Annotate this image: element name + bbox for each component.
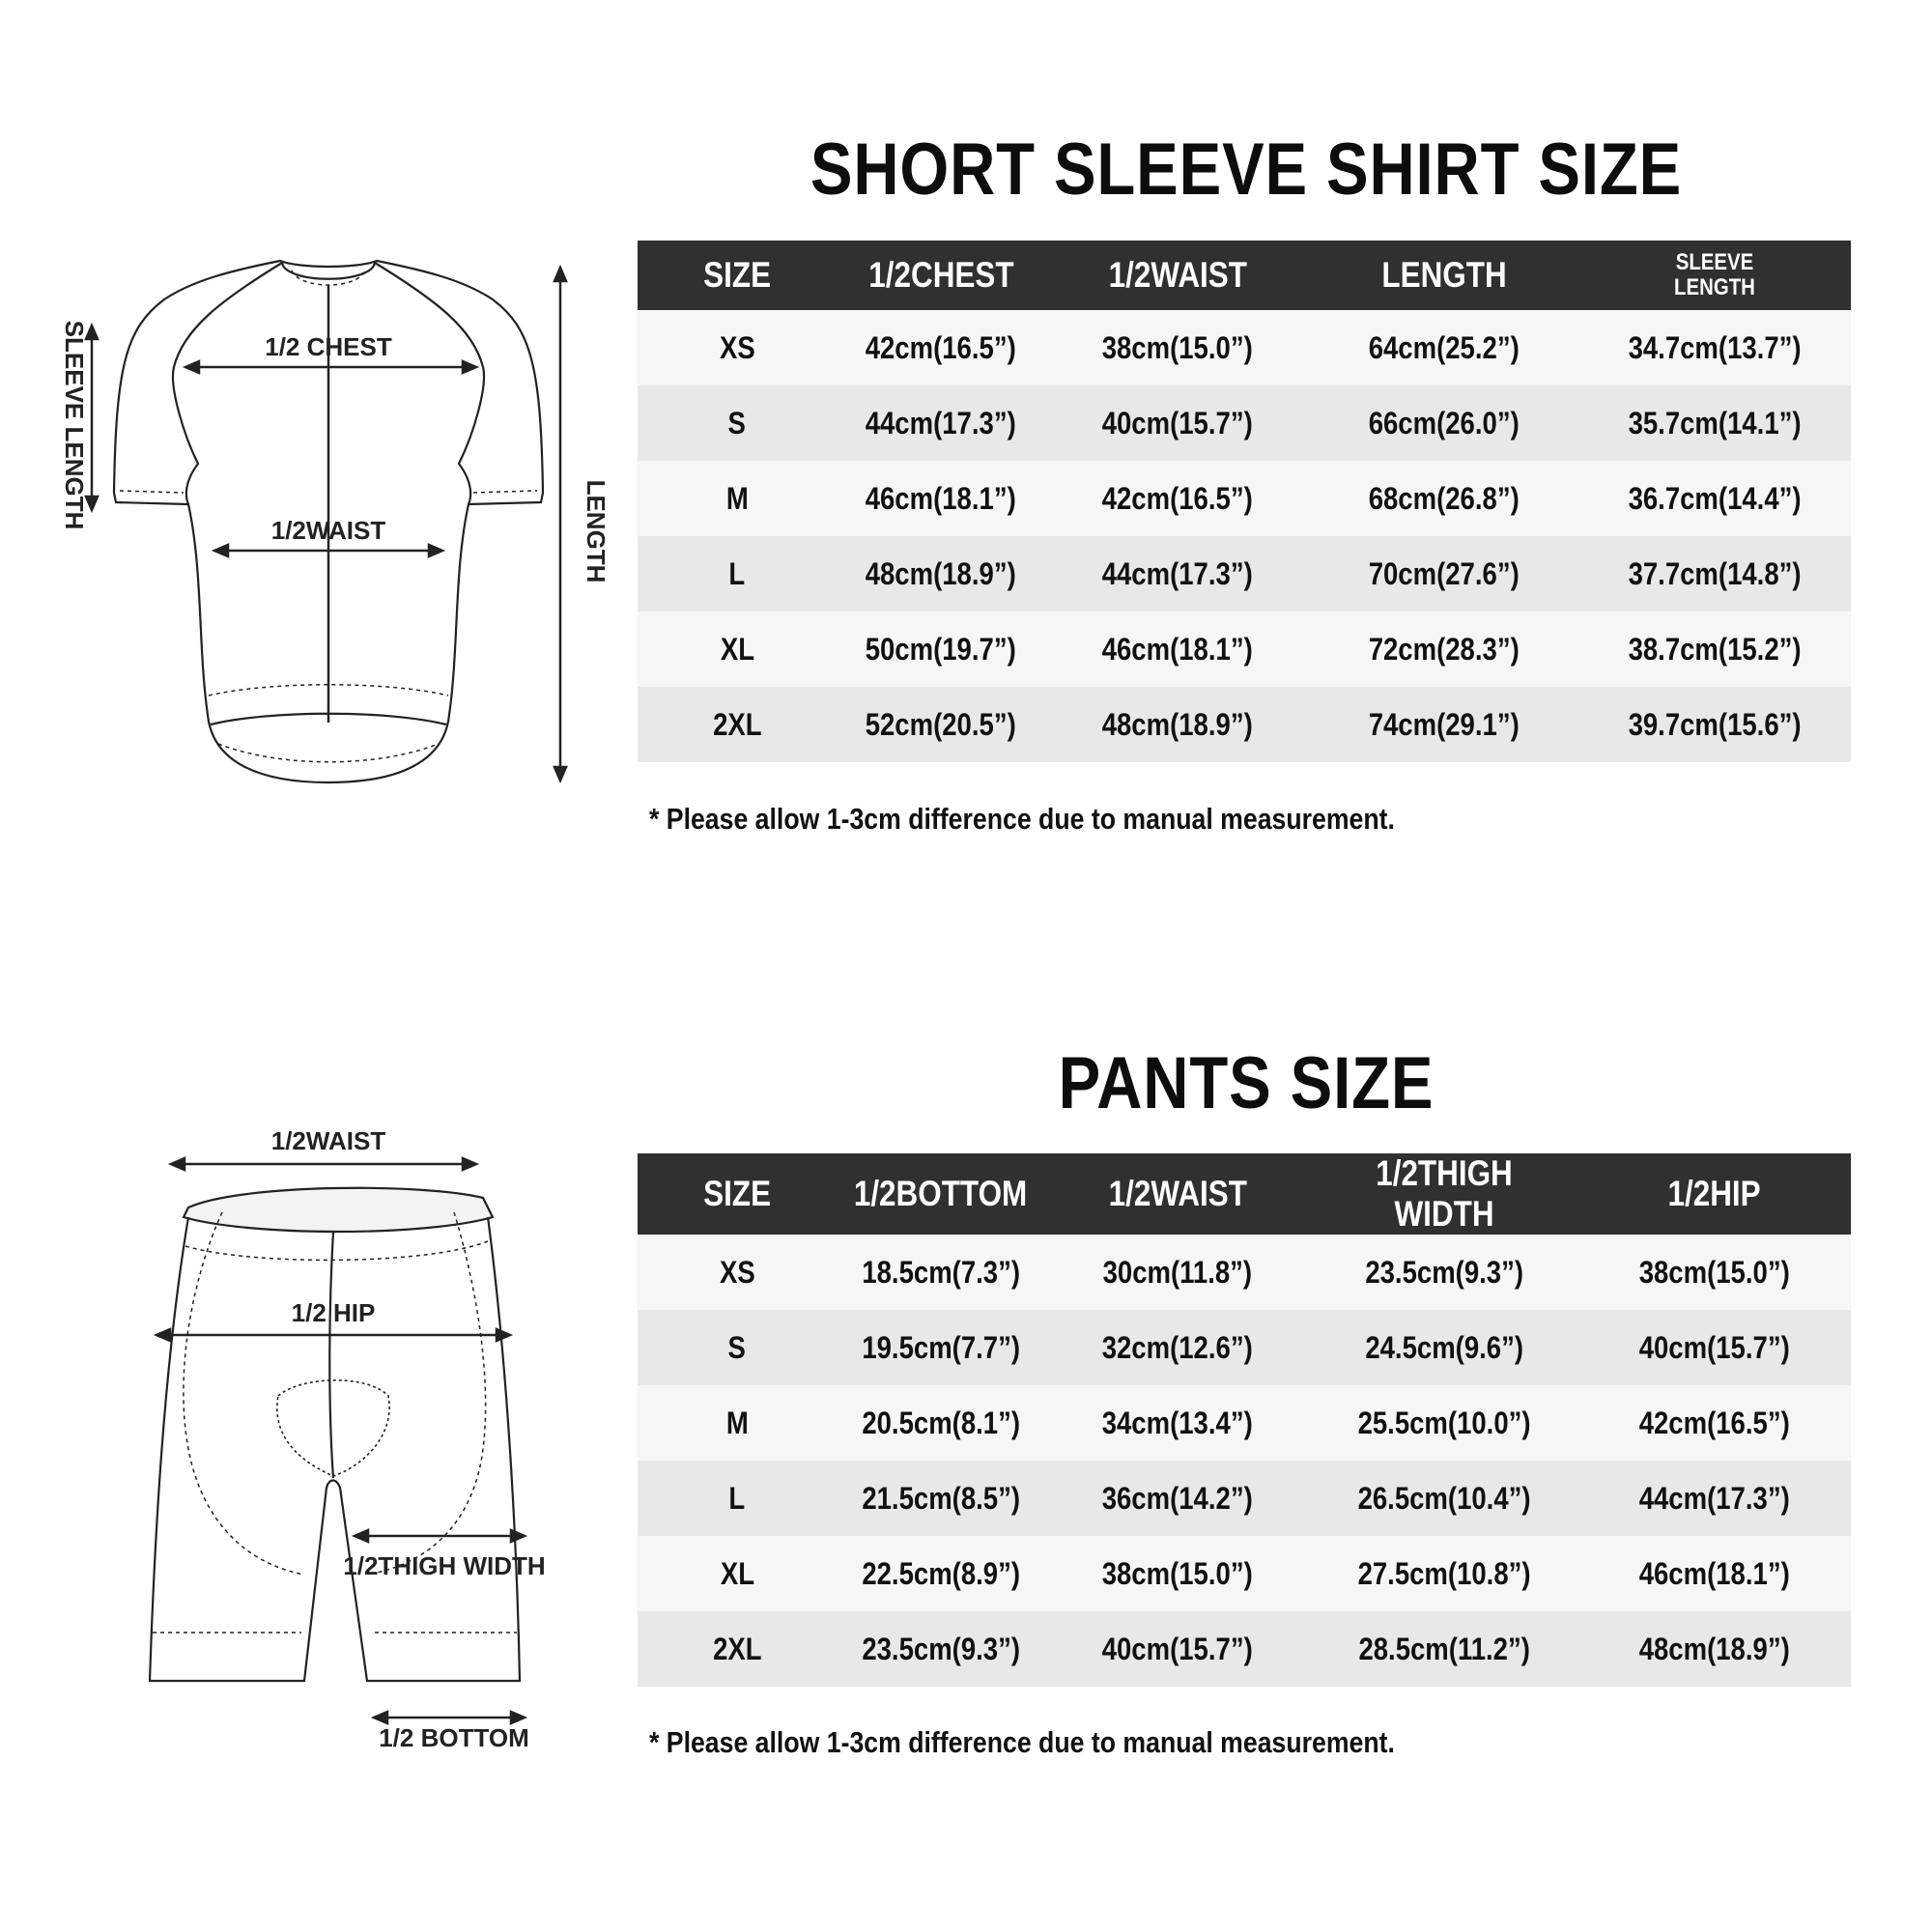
table-cell: L [638, 536, 837, 611]
col-header-size: SIZE [638, 1153, 837, 1235]
table-cell: XL [638, 611, 837, 687]
table-cell: S [638, 385, 837, 461]
table-cell: 48cm(18.9”) [1578, 1611, 1851, 1687]
table-row [638, 385, 1851, 461]
table-cell: 48cm(18.9”) [1045, 687, 1310, 762]
table-row [638, 461, 1851, 536]
table-cell: 39.7cm(15.6”) [1578, 687, 1851, 762]
table-cell: 40cm(15.7”) [1045, 1611, 1310, 1687]
table-cell: 70cm(27.6”) [1310, 536, 1578, 611]
col-header-hip: 1/2HIP [1578, 1153, 1851, 1235]
table-row [638, 536, 1851, 611]
table-cell: L [638, 1461, 837, 1536]
table-row [638, 1611, 1851, 1687]
table-cell: 23.5cm(9.3”) [837, 1611, 1045, 1687]
shirt-measurement-note: * Please allow 1-3cm difference due to manual measurement. [649, 802, 1395, 836]
table-row [638, 1461, 1851, 1536]
table-cell: 26.5cm(10.4”) [1310, 1461, 1578, 1536]
col-header-sleeve-length: SLEEVE LENGTH [1578, 241, 1851, 310]
table-cell: 72cm(28.3”) [1310, 611, 1578, 687]
table-cell: 42cm(16.5”) [1045, 461, 1310, 536]
table-cell: 23.5cm(9.3”) [1310, 1235, 1578, 1310]
table-cell: 38cm(15.0”) [1045, 1536, 1310, 1611]
pants-diagram [135, 1121, 580, 1748]
pants-measurement-note: * Please allow 1-3cm difference due to manual measurement. [649, 1725, 1395, 1759]
table-cell: XS [638, 1235, 837, 1310]
table-cell: 36.7cm(14.4”) [1578, 461, 1851, 536]
table-cell: 44cm(17.3”) [1045, 536, 1310, 611]
table-cell: 74cm(29.1”) [1310, 687, 1578, 762]
table-cell: 38.7cm(15.2”) [1578, 611, 1851, 687]
table-cell: 32cm(12.6”) [1045, 1310, 1310, 1385]
table-cell: 40cm(15.7”) [1045, 385, 1310, 461]
table-cell: XS [638, 310, 837, 385]
col-header-chest: 1/2CHEST [837, 241, 1045, 310]
table-header-row [638, 241, 1851, 310]
shirt-waist-label: 1/2WAIST [270, 516, 386, 545]
table-cell: 48cm(18.9”) [837, 536, 1045, 611]
table-cell: 42cm(16.5”) [1578, 1385, 1851, 1461]
shirt-length-label: LENGTH [582, 479, 611, 583]
shirt-chest-label: 1/2 CHEST [265, 332, 392, 361]
table-cell: 40cm(15.7”) [1578, 1310, 1851, 1385]
table-cell: 46cm(18.1”) [1045, 611, 1310, 687]
pants-bottom-label: 1/2 BOTTOM [379, 1723, 529, 1748]
table-cell: 19.5cm(7.7”) [837, 1310, 1045, 1385]
table-cell: 21.5cm(8.5”) [837, 1461, 1045, 1536]
table-row [638, 1536, 1851, 1611]
shirt-size-table [638, 241, 1851, 762]
table-cell: M [638, 1385, 837, 1461]
table-cell: 46cm(18.1”) [1578, 1536, 1851, 1611]
table-cell: 38cm(15.0”) [1045, 310, 1310, 385]
table-cell: 36cm(14.2”) [1045, 1461, 1310, 1536]
table-cell: 18.5cm(7.3”) [837, 1235, 1045, 1310]
shirt-title: SHORT SLEEVE SHIRT SIZE [810, 128, 1683, 211]
table-cell: M [638, 461, 837, 536]
table-cell: 27.5cm(10.8”) [1310, 1536, 1578, 1611]
table-cell: 38cm(15.0”) [1578, 1235, 1851, 1310]
table-cell: 30cm(11.8”) [1045, 1235, 1310, 1310]
table-cell: XL [638, 1536, 837, 1611]
table-row [638, 1235, 1851, 1310]
col-header-bottom: 1/2BOTTOM [837, 1153, 1045, 1235]
table-cell: 2XL [638, 687, 837, 762]
table-row [638, 611, 1851, 687]
table-cell: 34cm(13.4”) [1045, 1385, 1310, 1461]
col-header-waist: 1/2WAIST [1045, 241, 1310, 310]
shirt-diagram [39, 242, 638, 802]
table-cell: 20.5cm(8.1”) [837, 1385, 1045, 1461]
pants-title: PANTS SIZE [1058, 1042, 1435, 1124]
table-cell: 22.5cm(8.9”) [837, 1536, 1045, 1611]
table-cell: 50cm(19.7”) [837, 611, 1045, 687]
table-cell: 64cm(25.2”) [1310, 310, 1578, 385]
table-cell: 44cm(17.3”) [1578, 1461, 1851, 1536]
table-cell: 44cm(17.3”) [837, 385, 1045, 461]
table-cell: S [638, 1310, 837, 1385]
table-row [638, 310, 1851, 385]
table-cell: 35.7cm(14.1”) [1578, 385, 1851, 461]
table-header-row [638, 1153, 1851, 1235]
col-header-thigh-width: 1/2THIGH WIDTH [1310, 1153, 1578, 1235]
table-row [638, 687, 1851, 762]
table-cell: 24.5cm(9.6”) [1310, 1310, 1578, 1385]
table-cell: 52cm(20.5”) [837, 687, 1045, 762]
pants-hip-label: 1/2 HIP [291, 1298, 376, 1327]
col-header-length: LENGTH [1310, 241, 1578, 310]
pants-size-table [638, 1153, 1851, 1687]
shirt-sleeve-length-label: SLEEVE LENGTH [60, 320, 89, 530]
col-header-size: SIZE [638, 241, 837, 310]
col-header-waist: 1/2WAIST [1045, 1153, 1310, 1235]
table-cell: 42cm(16.5”) [837, 310, 1045, 385]
table-cell: 25.5cm(10.0”) [1310, 1385, 1578, 1461]
table-cell: 34.7cm(13.7”) [1578, 310, 1851, 385]
table-row [638, 1385, 1851, 1461]
pants-waist-label: 1/2WAIST [270, 1126, 386, 1155]
table-cell: 68cm(26.8”) [1310, 461, 1578, 536]
table-cell: 2XL [638, 1611, 837, 1687]
table-row [638, 1310, 1851, 1385]
table-cell: 46cm(18.1”) [837, 461, 1045, 536]
pants-thigh-width-label: 1/2THIGH WIDTH [343, 1551, 546, 1580]
table-cell: 28.5cm(11.2”) [1310, 1611, 1578, 1687]
table-cell: 66cm(26.0”) [1310, 385, 1578, 461]
table-cell: 37.7cm(14.8”) [1578, 536, 1851, 611]
